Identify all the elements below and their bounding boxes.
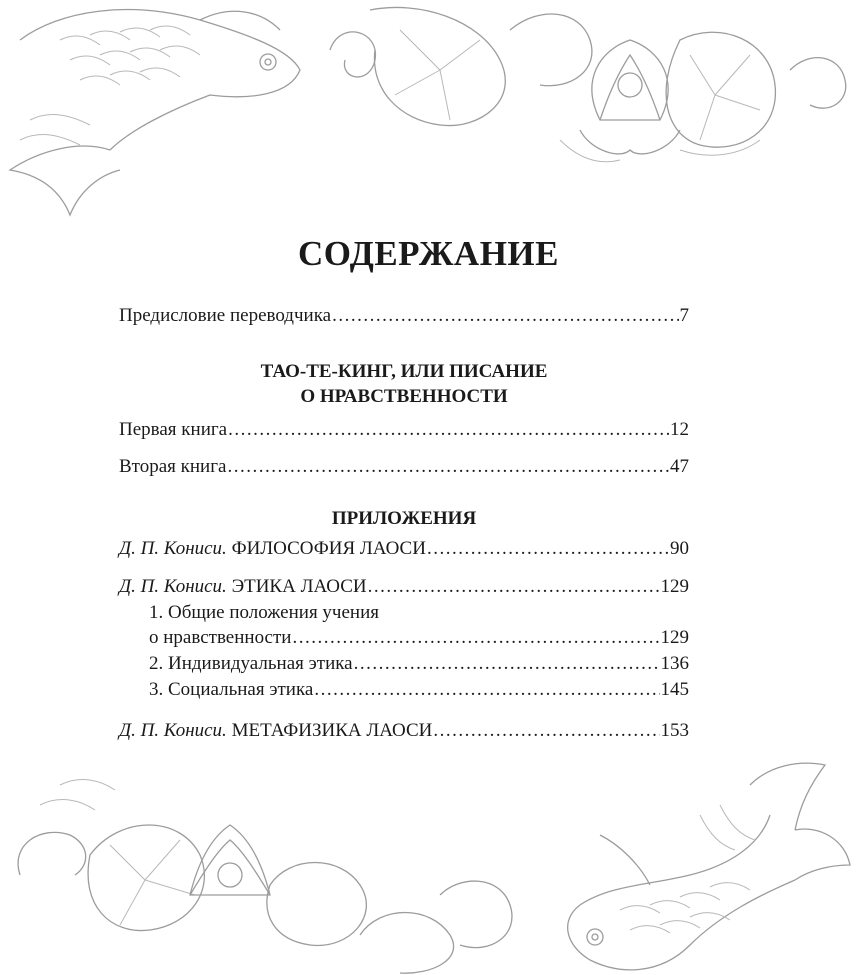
koi-fish-icon	[10, 10, 300, 215]
toc-leader	[227, 454, 669, 480]
toc-author: Д. П. Кониси.	[119, 720, 227, 741]
toc-page-number: 145	[660, 679, 689, 700]
toc-leader	[332, 303, 678, 329]
toc-entry-ethics[interactable]	[119, 574, 689, 600]
toc-label: о нравственности	[149, 627, 292, 648]
page-title: СОДЕРЖАНИЕ	[297, 234, 559, 273]
toc-page-number: 129	[660, 576, 689, 597]
toc-entry-philosophy[interactable]	[119, 536, 689, 562]
toc-leader	[368, 574, 660, 600]
toc-entry-preface[interactable]	[119, 303, 689, 329]
toc-entry-first-book[interactable]	[119, 417, 689, 443]
toc-label: ФИЛОСОФИЯ ЛАОСИ	[231, 538, 426, 559]
toc-label: Предисловие переводчика	[119, 305, 332, 326]
toc-leader	[354, 651, 660, 677]
toc-page-number: 7	[679, 305, 689, 326]
toc-entry-metaphysics[interactable]	[119, 718, 689, 744]
section-heading-appendices: ПРИЛОЖЕНИЯ	[331, 508, 477, 529]
toc-author: Д. П. Кониси.	[119, 538, 227, 559]
toc-sub-entry-individual[interactable]	[149, 651, 689, 677]
toc-page-number: 47	[670, 456, 689, 477]
toc-label: 2. Индивидуальная этика	[149, 653, 353, 674]
toc-label: ЭТИКА ЛАОСИ	[231, 576, 367, 597]
toc-page-number: 129	[660, 627, 689, 648]
toc-page-number: 136	[660, 653, 689, 674]
toc-sub-entry-general[interactable]	[149, 625, 689, 651]
toc-leader	[228, 417, 669, 443]
toc-leader	[433, 718, 659, 744]
toc-leader	[427, 536, 669, 562]
toc-page-number: 12	[670, 419, 689, 440]
toc-page-number: 153	[660, 720, 689, 741]
lotus-leaves-icon	[18, 780, 512, 974]
toc-sub-entry-social[interactable]	[149, 677, 689, 703]
bottom-ornament-icon	[0, 745, 857, 975]
toc-sub-entry-general-line1: 1. Общие положения учения	[149, 602, 379, 623]
lotus-leaves-icon	[330, 7, 846, 161]
toc-label: 3. Социальная этика	[149, 679, 314, 700]
top-ornament-icon	[0, 0, 857, 230]
toc-entry-second-book[interactable]	[119, 454, 689, 480]
toc-label: МЕТАФИЗИКА ЛАОСИ	[231, 720, 433, 741]
toc-label: Вторая книга	[119, 456, 227, 477]
toc-leader	[292, 625, 659, 651]
toc-leader	[314, 677, 659, 703]
toc-author: Д. П. Кониси.	[119, 576, 227, 597]
toc-page-number: 90	[670, 538, 689, 559]
koi-fish-icon	[568, 763, 850, 970]
section-heading-tao-te-king-line2: О НРАВСТВЕННОСТИ	[300, 386, 508, 407]
toc-label: Первая книга	[119, 419, 228, 440]
section-heading-tao-te-king-line1: ТАО-ТЕ-КИНГ, ИЛИ ПИСАНИЕ	[260, 361, 548, 382]
